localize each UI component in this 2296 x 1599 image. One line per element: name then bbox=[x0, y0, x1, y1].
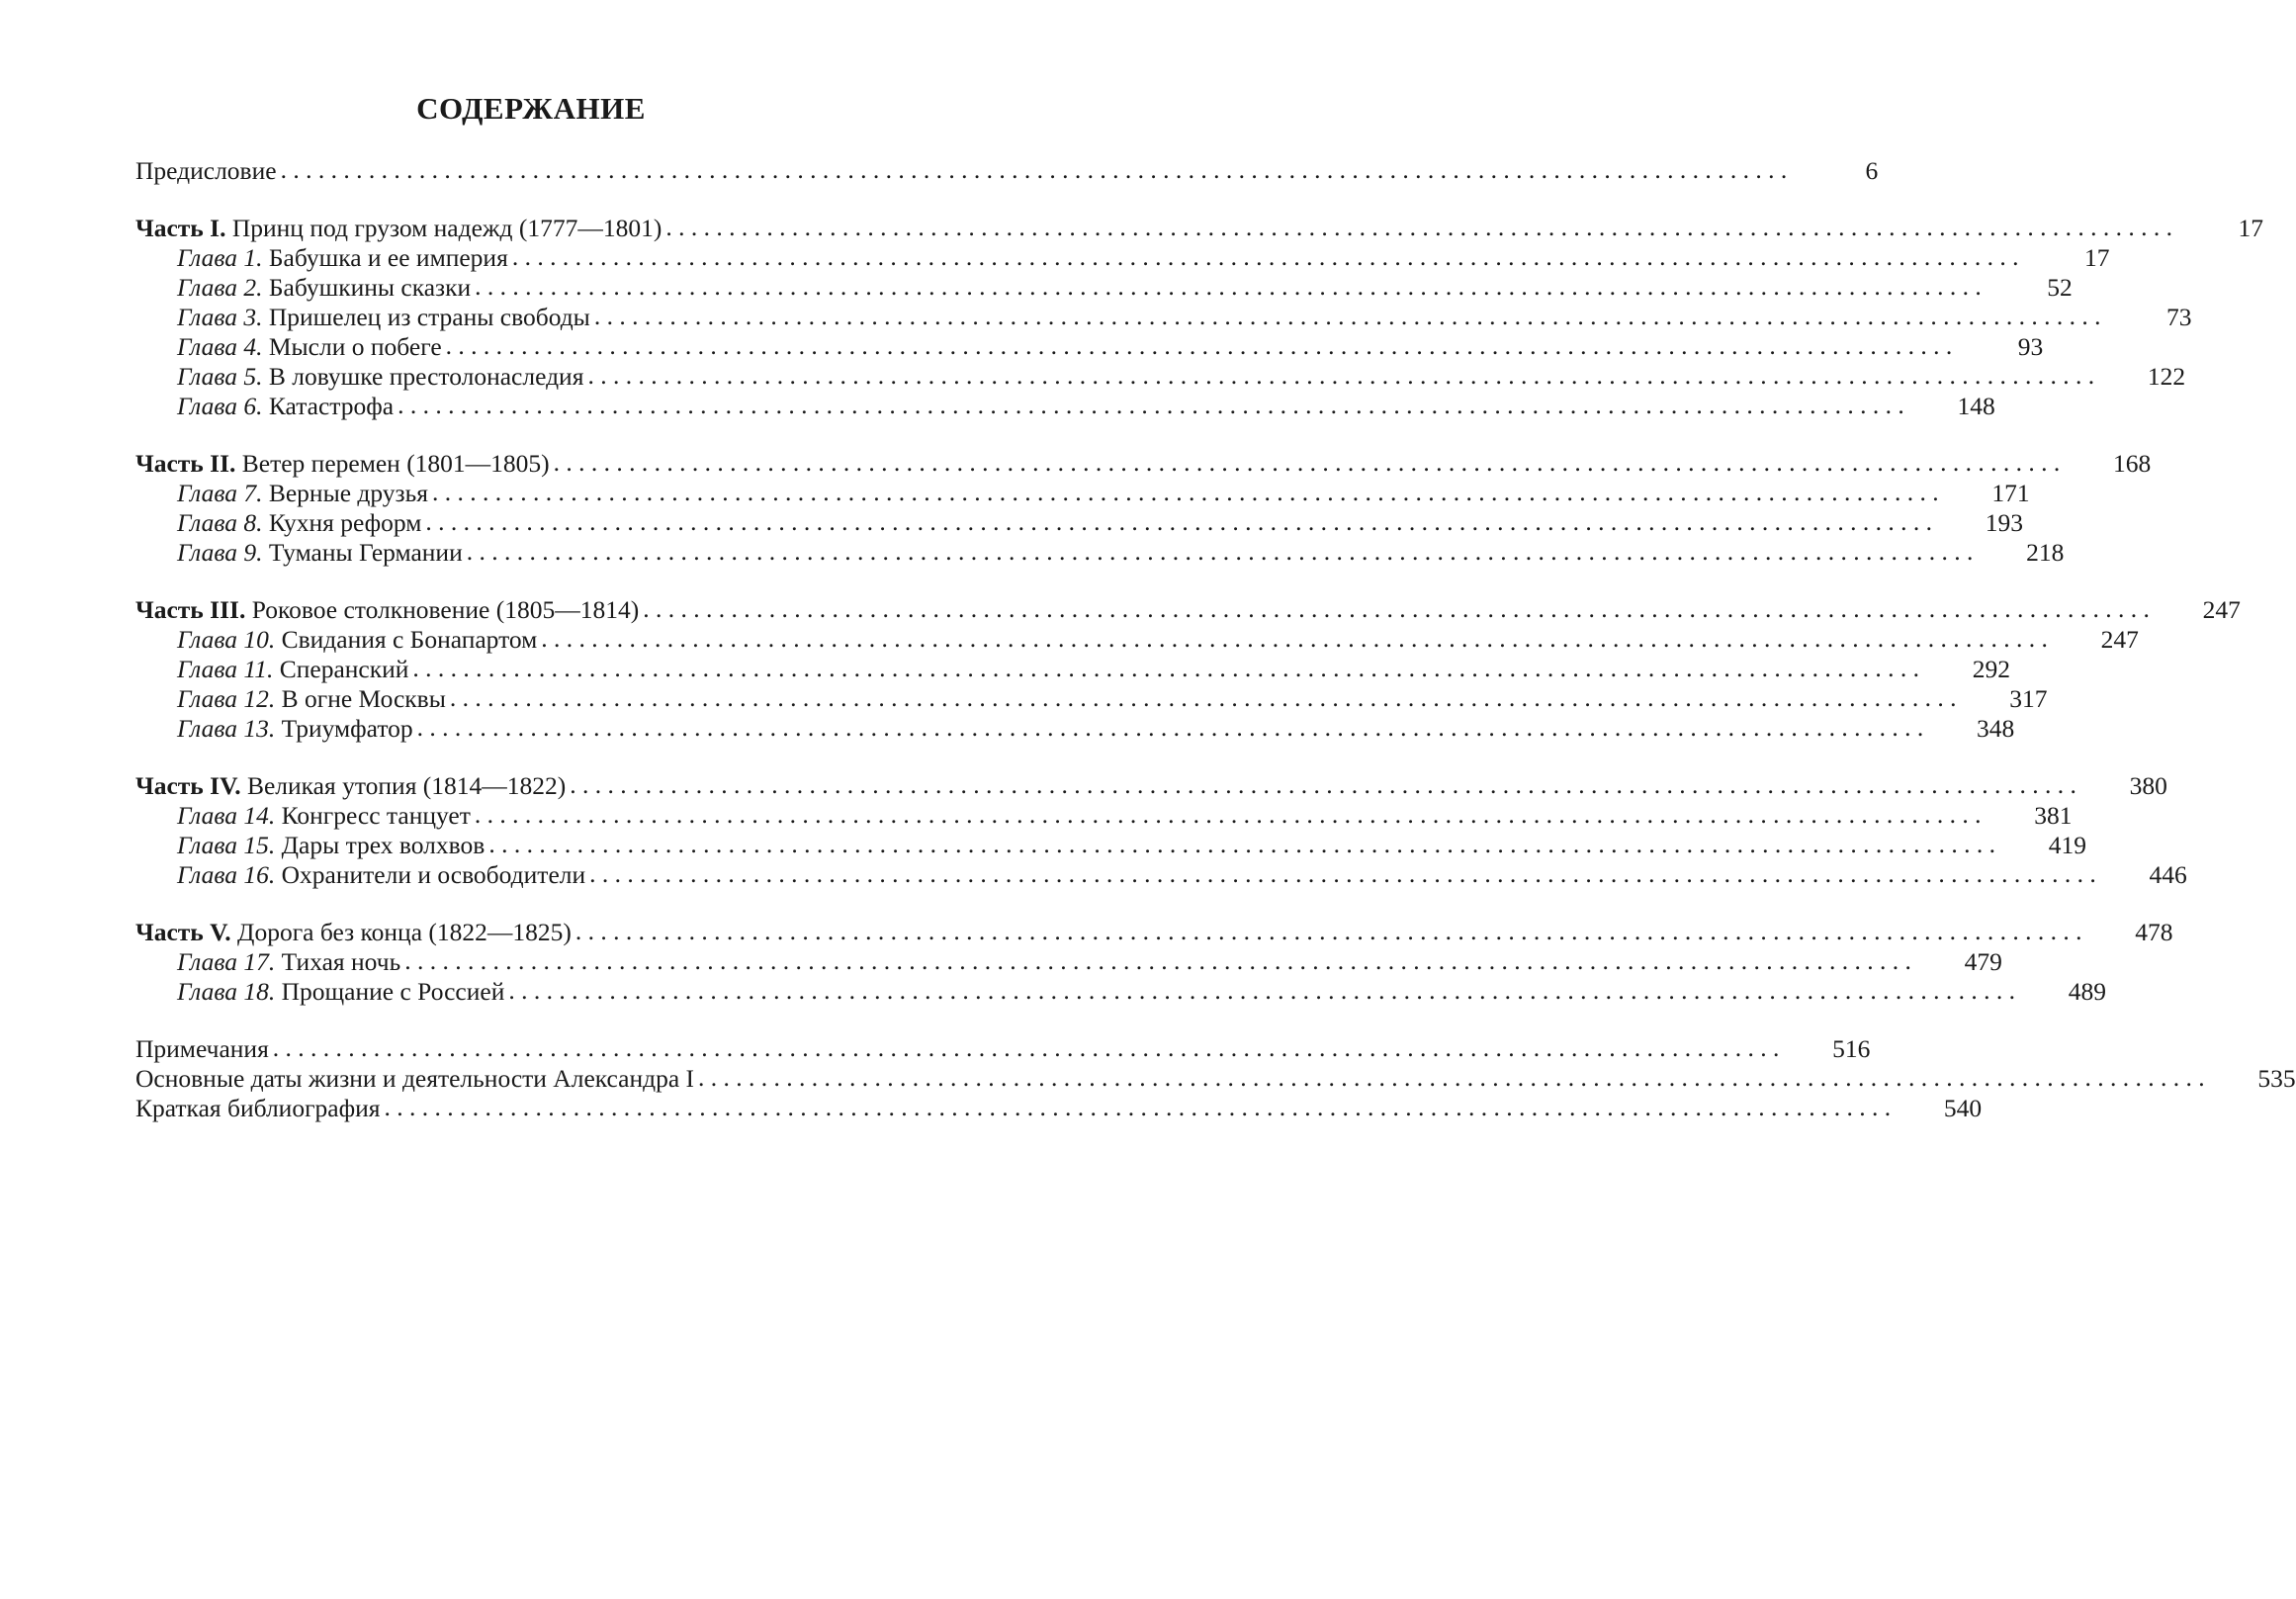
page-number: 73 bbox=[2165, 303, 2192, 331]
dot-leader: . . . . . . . . . . . . . . . . . . . . . . . . . . . . . . . . . . . . . . . . . . . . . . . . . . . . . . . . . . . . . . . . . . . . . . . . . . . . . . . . . . . . . . . . . . . . . . . . . . . . . . . . . . . . . . . . . . . . . . . . bbox=[416, 713, 1924, 742]
table-of-contents bbox=[135, 155, 2296, 1123]
toc-chapter-row[interactable] bbox=[135, 654, 2011, 684]
toc-entry-label bbox=[135, 714, 413, 744]
page-number: 380 bbox=[2129, 771, 2167, 800]
toc-entry-title: Бабушка и ее империя bbox=[268, 243, 508, 272]
dot-leader: . . . . . . . . . . . . . . . . . . . . . . . . . . . . . . . . . . . . . . . . . . . . . . . . . . . . . . . . . . . . . . . . . . . . . . . . . . . . . . . . . . . . . . . . . . . . . . . . . . . . . . . . . . . . . . . . . . . . . . . . bbox=[541, 624, 2048, 653]
chapter-number: Глава 13. bbox=[177, 714, 276, 743]
toc-entry-label bbox=[135, 1064, 694, 1094]
toc-part-row[interactable] bbox=[135, 917, 2173, 947]
part-number: Часть IV. bbox=[135, 771, 241, 800]
toc-chapter-row[interactable] bbox=[135, 830, 2086, 860]
toc-entry-label bbox=[135, 918, 572, 947]
dot-leader: . . . . . . . . . . . . . . . . . . . . . . . . . . . . . . . . . . . . . . . . . . . . . . . . . . . . . . . . . . . . . . . . . . . . . . . . . . . . . . . . . . . . . . . . . . . . . . . . . . . . . . . . . . . . . . . . . . . . . . . . bbox=[593, 302, 2101, 330]
toc-entry-title: Основные даты жизни и деятельности Александра I bbox=[135, 1064, 695, 1093]
toc-chapter-row[interactable] bbox=[135, 537, 2065, 568]
chapter-number: Глава 12. bbox=[177, 684, 276, 713]
page-number: 17 bbox=[2238, 214, 2263, 242]
toc-entry-title: Великая утопия (1814—1822) bbox=[246, 771, 567, 800]
toc-entry-label bbox=[135, 156, 277, 186]
toc-entry-label bbox=[135, 860, 585, 890]
chapter-number: Глава 16. bbox=[177, 860, 276, 889]
dot-leader: . . . . . . . . . . . . . . . . . . . . . . . . . . . . . . . . . . . . . . . . . . . . . . . . . . . . . . . . . . . . . . . . . . . . . . . . . . . . . . . . . . . . . . . . . . . . . . . . . . . . . . . . . . . . . . . . . . . . . . . . bbox=[508, 976, 2015, 1005]
page-number: 193 bbox=[1985, 508, 2023, 537]
chapter-number: Глава 4. bbox=[177, 332, 263, 361]
toc-part-row[interactable] bbox=[135, 213, 2263, 243]
toc-entry-title: Верные друзья bbox=[268, 479, 428, 507]
toc-entry-title: Прощание с Россией bbox=[281, 977, 505, 1006]
page-number: 148 bbox=[1957, 392, 1995, 420]
toc-entry-title: Бабушкины сказки bbox=[268, 273, 472, 302]
toc-entry-label bbox=[135, 303, 590, 332]
page-number: 446 bbox=[2149, 860, 2187, 889]
toc-entry-label bbox=[135, 214, 662, 243]
dot-leader: . . . . . . . . . . . . . . . . . . . . . . . . . . . . . . . . . . . . . . . . . . . . . . . . . . . . . . . . . . . . . . . . . . . . . . . . . . . . . . . . . . . . . . . . . . . . . . . . . . . . . . . . . . . . . . . . . . . . . . . . bbox=[587, 361, 2095, 390]
toc-entry-label bbox=[135, 392, 394, 421]
section-gap bbox=[135, 744, 907, 771]
toc-chapter-row[interactable] bbox=[135, 713, 2015, 744]
toc-chapter-row[interactable] bbox=[135, 976, 2106, 1007]
chapter-number: Глава 10. bbox=[177, 625, 276, 654]
chapter-number: Глава 3. bbox=[177, 303, 263, 331]
part-number: Часть III. bbox=[135, 595, 246, 624]
toc-entry-label bbox=[135, 655, 408, 684]
chapter-number: Глава 17. bbox=[177, 947, 276, 976]
chapter-number: Глава 11. bbox=[177, 655, 274, 683]
page-number: 292 bbox=[1972, 655, 2011, 683]
toc-entry-label bbox=[135, 684, 446, 714]
toc-entry-title: Свидания с Бонапартом bbox=[281, 625, 538, 654]
chapter-number: Глава 5. bbox=[177, 362, 263, 391]
toc-chapter-row[interactable] bbox=[135, 800, 2073, 831]
toc-entry-row[interactable] bbox=[135, 1033, 1871, 1064]
page-number: 479 bbox=[1964, 947, 2002, 976]
toc-entry-title: Тихая ночь bbox=[281, 947, 401, 976]
toc-entry-title: Кухня реформ bbox=[268, 508, 422, 537]
dot-leader: . . . . . . . . . . . . . . . . . . . . . . . . . . . . . . . . . . . . . . . . . . . . . . . . . . . . . . . . . . . . . . . . . . . . . . . . . . . . . . . . . . . . . . . . . . . . . . . . . . . . . . . . . . . . . . . . . . . . . . . . bbox=[425, 507, 1932, 536]
toc-entry-title: В огне Москвы bbox=[281, 684, 446, 713]
dot-leader: . . . . . . . . . . . . . . . . . . . . . . . . . . . . . . . . . . . . . . . . . . . . . . . . . . . . . . . . . . . . . . . . . . . . . . . . . . . . . . . . . . . . . . . . . . . . . . . . . . . . . . . . . . . . . . . . . . . . . . . . bbox=[384, 1093, 1892, 1121]
page-number: 381 bbox=[2034, 801, 2073, 830]
dot-leader: . . . . . . . . . . . . . . . . . . . . . . . . . . . . . . . . . . . . . . . . . . . . . . . . . . . . . . . . . . . . . . . . . . . . . . . . . . . . . . . . . . . . . . . . . . . . . . . . . . . . . . . . . . . . . . . . . . . . . . . . bbox=[665, 213, 2172, 241]
toc-entry-title: Сперанский bbox=[279, 655, 409, 683]
page-number: 419 bbox=[2048, 831, 2086, 859]
dot-leader: . . . . . . . . . . . . . . . . . . . . . . . . . . . . . . . . . . . . . . . . . . . . . . . . . . . . . . . . . . . . . . . . . . . . . . . . . . . . . . . . . . . . . . . . . . . . . . . . . . . . . . . . . . . . . . . . . . . . . . . . bbox=[574, 917, 2082, 945]
toc-entry-label bbox=[135, 508, 421, 538]
toc-entry-title: Дары трех волхвов bbox=[281, 831, 486, 859]
toc-entry-title: Туманы Германии bbox=[268, 538, 463, 567]
dot-leader: . . . . . . . . . . . . . . . . . . . . . . . . . . . . . . . . . . . . . . . . . . . . . . . . . . . . . . . . . . . . . . . . . . . . . . . . . . . . . . . . . . . . . . . . . . . . . . . . . . . . . . . . . . . . . . . . . . . . . . . . bbox=[431, 478, 1939, 506]
toc-list bbox=[135, 155, 2296, 1123]
toc-entry-label bbox=[135, 625, 537, 655]
page-number: 17 bbox=[2083, 243, 2110, 272]
toc-entry-label bbox=[135, 801, 471, 831]
page-number: 540 bbox=[1943, 1094, 1983, 1122]
dot-leader: . . . . . . . . . . . . . . . . . . . . . . . . . . . . . . . . . . . . . . . . . . . . . . . . . . . . . . . . . . . . . . . . . . . . . . . . . . . . . . . . . . . . . . . . . . . . . . . . . . . . . . . . . . . . . . . . . . . . . . . . bbox=[474, 800, 1982, 829]
toc-entry-label bbox=[135, 479, 428, 508]
toc-entry-title: Дорога без конца (1822—1825) bbox=[237, 918, 572, 946]
toc-entry-label bbox=[135, 595, 639, 625]
toc-chapter-row[interactable] bbox=[135, 242, 2110, 273]
dot-leader: . . . . . . . . . . . . . . . . . . . . . . . . . . . . . . . . . . . . . . . . . . . . . . . . . . . . . . . . . . . . . . . . . . . . . . . . . . . . . . . . . . . . . . . . . . . . . . . . . . . . . . . . . . . . . . . . . . . . . . . . bbox=[280, 155, 1788, 184]
toc-entry-title: Примечания bbox=[135, 1034, 269, 1063]
dot-leader: . . . . . . . . . . . . . . . . . . . . . . . . . . . . . . . . . . . . . . . . . . . . . . . . . . . . . . . . . . . . . . . . . . . . . . . . . . . . . . . . . . . . . . . . . . . . . . . . . . . . . . . . . . . . . . . . . . . . . . . . bbox=[511, 242, 2019, 271]
toc-chapter-row[interactable] bbox=[135, 272, 2073, 303]
dot-leader: . . . . . . . . . . . . . . . . . . . . . . . . . . . . . . . . . . . . . . . . . . . . . . . . . . . . . . . . . . . . . . . . . . . . . . . . . . . . . . . . . . . . . . . . . . . . . . . . . . . . . . . . . . . . . . . . . . . . . . . . bbox=[272, 1033, 1780, 1062]
dot-leader: . . . . . . . . . . . . . . . . . . . . . . . . . . . . . . . . . . . . . . . . . . . . . . . . . . . . . . . . . . . . . . . . . . . . . . . . . . . . . . . . . . . . . . . . . . . . . . . . . . . . . . . . . . . . . . . . . . . . . . . . bbox=[643, 594, 2150, 623]
page-number: 52 bbox=[2047, 273, 2073, 302]
toc-chapter-row[interactable] bbox=[135, 859, 2187, 890]
section-gap bbox=[135, 568, 907, 595]
toc-entry-title: Предисловие bbox=[135, 156, 277, 185]
dot-leader: . . . . . . . . . . . . . . . . . . . . . . . . . . . . . . . . . . . . . . . . . . . . . . . . . . . . . . . . . . . . . . . . . . . . . . . . . . . . . . . . . . . . . . . . . . . . . . . . . . . . . . . . . . . . . . . . . . . . . . . . bbox=[475, 272, 1982, 301]
toc-entry-title: Конгресс танцует bbox=[281, 801, 471, 830]
toc-entry-label bbox=[135, 831, 485, 860]
dot-leader: . . . . . . . . . . . . . . . . . . . . . . . . . . . . . . . . . . . . . . . . . . . . . . . . . . . . . . . . . . . . . . . . . . . . . . . . . . . . . . . . . . . . . . . . . . . . . . . . . . . . . . . . . . . . . . . . . . . . . . . . bbox=[698, 1063, 2205, 1092]
page-number: 168 bbox=[2113, 449, 2152, 478]
toc-chapter-row[interactable] bbox=[135, 946, 2002, 977]
toc-entry-title: Роковое столкновение (1805—1814) bbox=[251, 595, 640, 624]
toc-entry-label bbox=[135, 243, 508, 273]
toc-chapter-row[interactable] bbox=[135, 302, 2192, 332]
toc-entry-title: Пришелец из страны свободы bbox=[268, 303, 590, 331]
chapter-number: Глава 8. bbox=[177, 508, 263, 537]
page-number: 171 bbox=[1991, 479, 2030, 507]
page-number: 348 bbox=[1977, 714, 2015, 743]
toc-entry-label bbox=[135, 538, 463, 568]
chapter-number: Глава 18. bbox=[177, 977, 276, 1006]
section-gap bbox=[135, 1007, 907, 1034]
toc-entry-label bbox=[135, 947, 400, 977]
toc-entry-title: Охранители и освободители bbox=[281, 860, 586, 889]
toc-part-row[interactable] bbox=[135, 770, 2167, 801]
page-number: 122 bbox=[2147, 362, 2186, 391]
page-number: 93 bbox=[2017, 332, 2044, 361]
dot-leader: . . . . . . . . . . . . . . . . . . . . . . . . . . . . . . . . . . . . . . . . . . . . . . . . . . . . . . . . . . . . . . . . . . . . . . . . . . . . . . . . . . . . . . . . . . . . . . . . . . . . . . . . . . . . . . . . . . . . . . . . bbox=[412, 654, 1920, 682]
toc-entry-label bbox=[135, 1034, 269, 1064]
chapter-number: Глава 14. bbox=[177, 801, 276, 830]
toc-chapter-row[interactable] bbox=[135, 331, 2044, 362]
section-gap bbox=[135, 421, 907, 449]
dot-leader: . . . . . . . . . . . . . . . . . . . . . . . . . . . . . . . . . . . . . . . . . . . . . . . . . . . . . . . . . . . . . . . . . . . . . . . . . . . . . . . . . . . . . . . . . . . . . . . . . . . . . . . . . . . . . . . . . . . . . . . . bbox=[466, 537, 1974, 566]
toc-chapter-row[interactable] bbox=[135, 683, 2048, 714]
toc-entry-label bbox=[135, 332, 442, 362]
page-number: 218 bbox=[2026, 538, 2065, 567]
dot-leader: . . . . . . . . . . . . . . . . . . . . . . . . . . . . . . . . . . . . . . . . . . . . . . . . . . . . . . . . . . . . . . . . . . . . . . . . . . . . . . . . . . . . . . . . . . . . . . . . . . . . . . . . . . . . . . . . . . . . . . . . bbox=[397, 391, 1904, 419]
dot-leader: . . . . . . . . . . . . . . . . . . . . . . . . . . . . . . . . . . . . . . . . . . . . . . . . . . . . . . . . . . . . . . . . . . . . . . . . . . . . . . . . . . . . . . . . . . . . . . . . . . . . . . . . . . . . . . . . . . . . . . . . bbox=[449, 683, 1957, 712]
dot-leader: . . . . . . . . . . . . . . . . . . . . . . . . . . . . . . . . . . . . . . . . . . . . . . . . . . . . . . . . . . . . . . . . . . . . . . . . . . . . . . . . . . . . . . . . . . . . . . . . . . . . . . . . . . . . . . . . . . . . . . . . bbox=[488, 830, 1995, 858]
chapter-number: Глава 7. bbox=[177, 479, 263, 507]
chapter-number: Глава 9. bbox=[177, 538, 263, 567]
toc-chapter-row[interactable] bbox=[135, 624, 2139, 655]
page-number: 478 bbox=[2135, 918, 2173, 946]
section-gap bbox=[135, 186, 907, 214]
part-number: Часть I. bbox=[135, 214, 226, 242]
toc-entry-title: Принц под грузом надежд (1777—1801) bbox=[231, 214, 662, 242]
dot-leader: . . . . . . . . . . . . . . . . . . . . . . . . . . . . . . . . . . . . . . . . . . . . . . . . . . . . . . . . . . . . . . . . . . . . . . . . . . . . . . . . . . . . . . . . . . . . . . . . . . . . . . . . . . . . . . . . . . . . . . . . bbox=[570, 770, 2076, 799]
toc-entry-label bbox=[135, 362, 583, 392]
page-number: 247 bbox=[2202, 595, 2241, 624]
toc-entry-label bbox=[135, 273, 471, 303]
toc-entry-title: Катастрофа bbox=[268, 392, 395, 420]
page-number: 535 bbox=[2257, 1064, 2296, 1093]
dot-leader: . . . . . . . . . . . . . . . . . . . . . . . . . . . . . . . . . . . . . . . . . . . . . . . . . . . . . . . . . . . . . . . . . . . . . . . . . . . . . . . . . . . . . . . . . . . . . . . . . . . . . . . . . . . . . . . . . . . . . . . . bbox=[445, 331, 1953, 360]
toc-entry-row[interactable] bbox=[135, 1093, 1983, 1123]
toc-chapter-row[interactable] bbox=[135, 391, 1995, 421]
dot-leader: . . . . . . . . . . . . . . . . . . . . . . . . . . . . . . . . . . . . . . . . . . . . . . . . . . . . . . . . . . . . . . . . . . . . . . . . . . . . . . . . . . . . . . . . . . . . . . . . . . . . . . . . . . . . . . . . . . . . . . . . bbox=[589, 859, 2096, 888]
toc-entry-title: В ловушке престолонаследия bbox=[268, 362, 584, 391]
dot-leader: . . . . . . . . . . . . . . . . . . . . . . . . . . . . . . . . . . . . . . . . . . . . . . . . . . . . . . . . . . . . . . . . . . . . . . . . . . . . . . . . . . . . . . . . . . . . . . . . . . . . . . . . . . . . . . . . . . . . . . . . bbox=[404, 946, 1911, 975]
toc-entry-label bbox=[135, 1094, 381, 1123]
toc-entry-label bbox=[135, 449, 550, 479]
page-number: 317 bbox=[2009, 684, 2048, 713]
toc-part-row[interactable] bbox=[135, 448, 2152, 479]
page-number: 516 bbox=[1832, 1034, 1871, 1063]
part-number: Часть II. bbox=[135, 449, 236, 478]
toc-entry-title: Краткая библиография bbox=[135, 1094, 381, 1122]
toc-entry-title: Триумфатор bbox=[281, 714, 413, 743]
chapter-number: Глава 2. bbox=[177, 273, 263, 302]
chapter-number: Глава 1. bbox=[177, 243, 263, 272]
toc-entry-title: Мысли о побеге bbox=[268, 332, 442, 361]
toc-entry-label bbox=[135, 771, 566, 801]
toc-entry-row[interactable] bbox=[135, 1063, 2296, 1094]
chapter-number: Глава 6. bbox=[177, 392, 263, 420]
toc-entry-row[interactable] bbox=[135, 155, 1879, 186]
toc-chapter-row[interactable] bbox=[135, 361, 2186, 392]
page-number: 489 bbox=[2068, 977, 2106, 1006]
dot-leader: . . . . . . . . . . . . . . . . . . . . . . . . . . . . . . . . . . . . . . . . . . . . . . . . . . . . . . . . . . . . . . . . . . . . . . . . . . . . . . . . . . . . . . . . . . . . . . . . . . . . . . . . . . . . . . . . . . . . . . . . bbox=[553, 448, 2061, 477]
chapter-number: Глава 15. bbox=[177, 831, 276, 859]
page-number: 247 bbox=[2100, 625, 2139, 654]
toc-entry-label bbox=[135, 977, 504, 1007]
toc-chapter-row[interactable] bbox=[135, 478, 2030, 508]
section-gap bbox=[135, 890, 907, 918]
page-number: 6 bbox=[1865, 156, 1879, 185]
toc-entry-title: Ветер перемен (1801—1805) bbox=[241, 449, 550, 478]
toc-part-row[interactable] bbox=[135, 594, 2241, 625]
page-title: СОДЕРЖАНИЕ bbox=[416, 91, 646, 126]
part-number: Часть V. bbox=[135, 918, 231, 946]
toc-chapter-row[interactable] bbox=[135, 507, 2023, 538]
